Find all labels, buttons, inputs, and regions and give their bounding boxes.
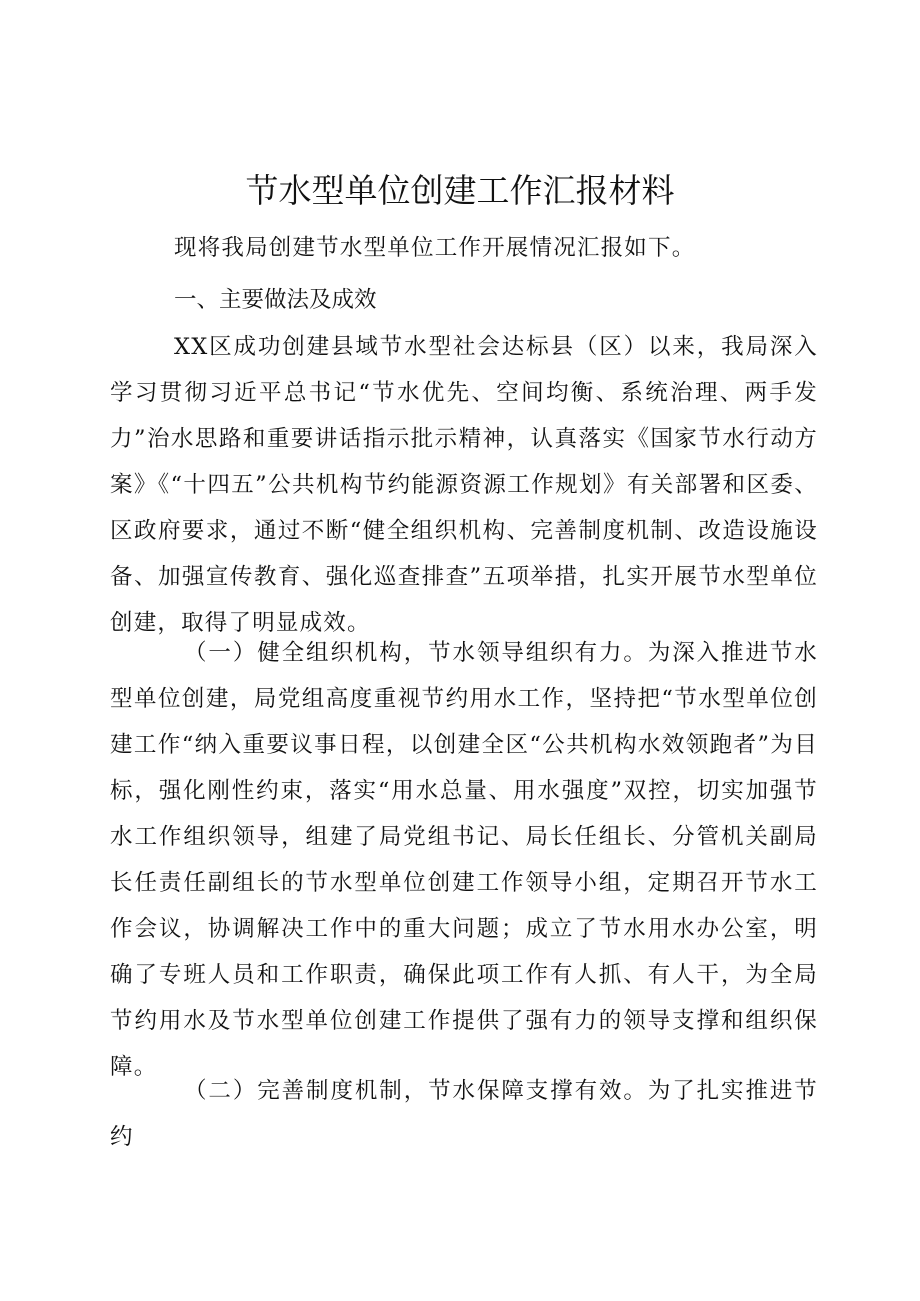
body-paragraph-2: （一）健全组织机构，节水领导组织有力。为深入推进节水型单位创建，局党组高度重视节约用水工作，坚持把“节水型单位创建工作“纳入重要议事日程，以创建全区“公共机构水效领跑者”为目标，强化刚性约束，落实“用水总量、用水强度”双控，切实加强节水工作组织领导，组建了局党组书记、局长任组长、分管机关副局长任责任副组长的节水型单位创建工作领导小组，定期召开节水工作会议，协调解决工作中的重大问题；成立了节水用水办公室，明确了专班人员和工作职责，确保此项工作有人抓、有人干，为全局节约用水及节水型单位创建工作提供了强有力的领导支撑和组织保障。 bbox=[110, 640, 818, 1080]
body-paragraph-3: （二）完善制度机制，节水保障支撑有效。为了扎实推进节约 bbox=[110, 1078, 818, 1150]
body-paragraph-1: XX区成功创建县域节水型社会达标县（区）以来，我局深入学习贯彻习近平总书记“节水优先、空间均衡、系统治理、两手发力”治水思路和重要讲话指示批示精神，认真落实《国家节水行动方案》《“十四五”公共机构节约能源资源工作规划》有关部署和区委、区政府要求，通过不断“健全组织机构、完善制度机制、改造设施设备、加强宣传教育、强化巡查排查”五项举措，扎实开展节水型单位创建，取得了明显成效。 bbox=[110, 334, 818, 636]
document-title: 节水型单位创建工作汇报材料 bbox=[245, 171, 675, 210]
section-heading: 一、主要做法及成效 bbox=[174, 287, 377, 313]
intro-paragraph: 现将我局创建节水型单位工作开展情况汇报如下。 bbox=[174, 235, 696, 261]
